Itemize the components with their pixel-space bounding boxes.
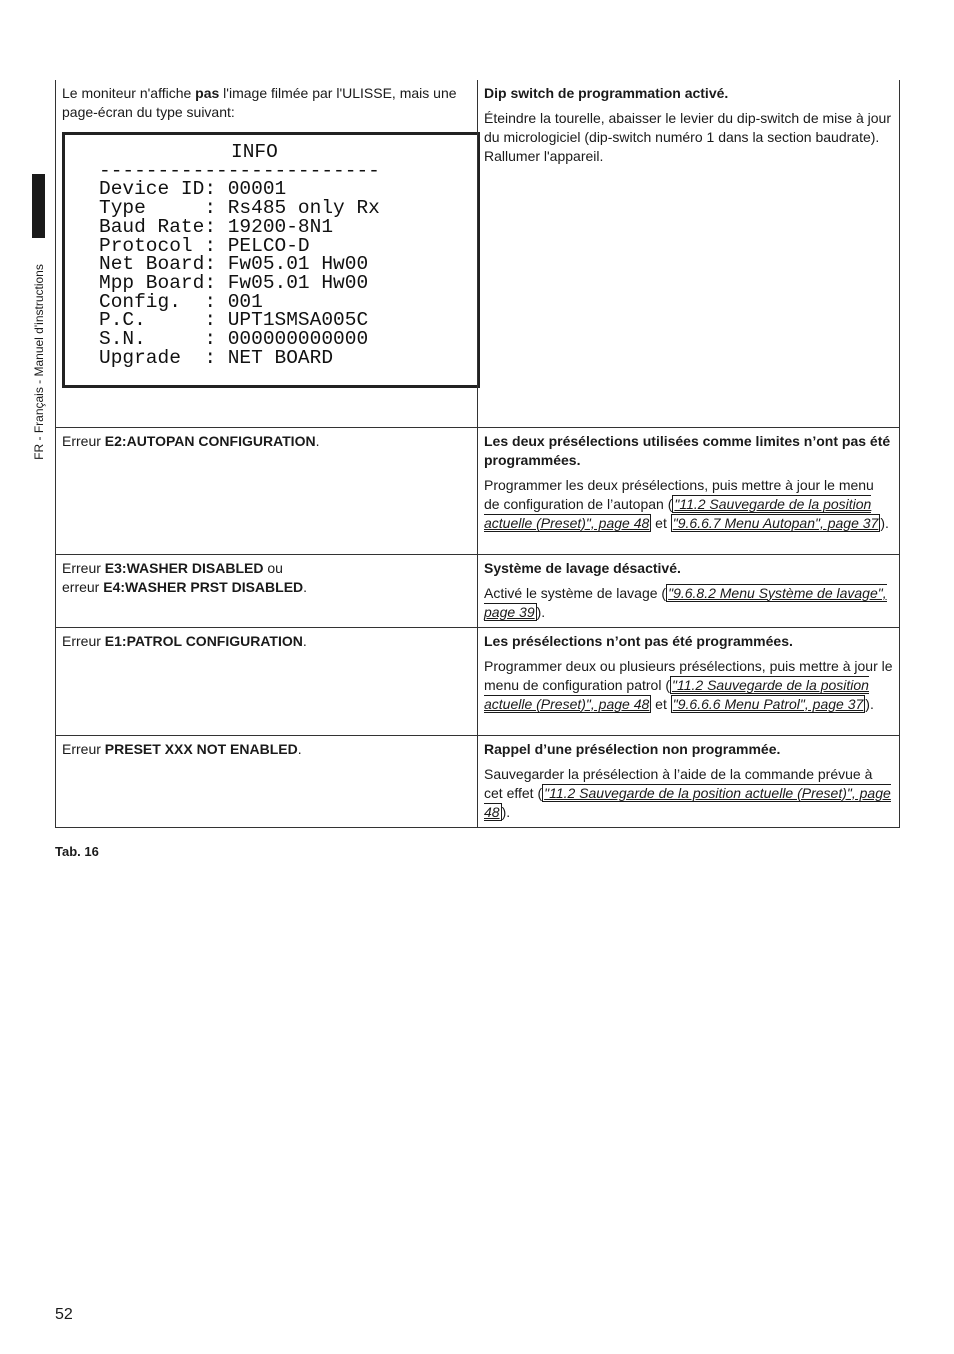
section-marker-bar xyxy=(32,174,45,238)
screen-line: Config. : 001 xyxy=(99,290,263,313)
screen-line: S.N. : 000000000000 xyxy=(99,328,369,351)
screen-line: Upgrade : NET BOARD xyxy=(99,346,334,369)
screen-line: Device ID: 00001 xyxy=(99,178,287,201)
cause-text: Erreur PRESET XXX NOT ENABLED. xyxy=(62,740,302,757)
cross-reference-link[interactable]: "9.6.6.7 Menu Autopan", page 37 xyxy=(672,514,879,531)
cause-cell xyxy=(56,627,478,735)
cause-cell xyxy=(56,427,478,554)
table-row xyxy=(56,627,900,735)
table-row xyxy=(56,554,900,627)
solution-text: Programmer les deux présélections, puis mettre à jour le menu de configuration de l’autopan ( "11.2 Sauvegarde de la position actuelle (Preset)", page 48 et "9.6.6.7 Menu Autopan", page 37 ). xyxy=(484,476,889,531)
cause-text: Le moniteur n'affiche pas l'image filmée par l'ULISSE, mais une page-écran du type suivant: xyxy=(62,85,457,120)
cause-text: Erreur E2:AUTOPAN CONFIGURATION. xyxy=(62,432,320,449)
solution-text: Sauvegarder la présélection à l’aide de la commande prévue à cet effet ( "11.2 Sauvegarde de la position actuelle (Preset)", page 48 ). xyxy=(484,765,891,820)
cause-text: Erreur E3:WASHER DISABLED ou erreur E4:WASHER PRST DISABLED. xyxy=(62,559,308,595)
solution-cell xyxy=(478,554,900,627)
solution-cell xyxy=(478,427,900,554)
solution-text: Éteindre la tourelle, abaisser le levier du dip-switch de mise à jour du micrologiciel (dip-switch numéro 1 dans la section baudrate). Rallumer l'appareil. xyxy=(484,110,891,164)
cause-cell xyxy=(56,80,478,427)
solution-title: Les présélections n’ont pas été programmées. xyxy=(484,632,793,649)
solution-text: Programmer deux ou plusieurs présélections, puis mettre à jour le menu de configuration patrol ( "11.2 Sauvegarde de la position actuelle (Preset)", page 48 et "9.6.6.6 Menu Patrol", page 37 ). xyxy=(484,657,893,712)
cause-text: Erreur E1:PATROL CONFIGURATION. xyxy=(62,632,307,649)
solution-cell xyxy=(478,627,900,735)
screen-line: Protocol : PELCO-D xyxy=(99,234,310,257)
monitor-info-screen xyxy=(62,132,480,388)
table-row xyxy=(56,80,900,427)
screen-line: Net Board: Fw05.01 Hw00 xyxy=(99,253,369,276)
screen-separator: ------------------------ xyxy=(99,159,380,182)
solution-title: Dip switch de programmation activé. xyxy=(484,85,729,101)
screen-line: P.C. : UPT1SMSA005C xyxy=(99,309,369,332)
table-caption: Tab. 16 xyxy=(55,844,99,859)
page-number: 52 xyxy=(55,1306,73,1323)
screen-line: Baud Rate: 19200-8N1 xyxy=(99,215,334,238)
cross-reference-link[interactable]: "11.2 Sauvegarde de la position actuelle (Preset)", page 48 xyxy=(484,495,872,531)
solution-title: Système de lavage désactivé. xyxy=(484,559,681,576)
cross-reference-link[interactable]: "11.2 Sauvegarde de la position actuelle (Preset)", page 48 xyxy=(484,676,869,712)
table-row xyxy=(56,735,900,827)
troubleshooting-table xyxy=(55,80,900,828)
screen-line: Type : Rs485 only Rx xyxy=(99,197,380,220)
solution-title: Rappel d’une présélection non programmée. xyxy=(484,740,781,757)
solution-cell xyxy=(478,80,900,427)
solution-title: Les deux présélections utilisées comme limites n’ont pas été programmées. xyxy=(484,432,891,468)
cause-cell xyxy=(56,554,478,627)
cross-reference-link[interactable]: "9.6.8.2 Menu Système de lavage", page 39 xyxy=(484,584,887,620)
solution-text: Activé le système de lavage ( "9.6.8.2 Menu Système de lavage", page 39 ). xyxy=(484,584,887,620)
cross-reference-link[interactable]: "9.6.6.6 Menu Patrol", page 37 xyxy=(672,695,864,712)
screen-line: Mpp Board: Fw05.01 Hw00 xyxy=(99,271,369,294)
table-row xyxy=(56,427,900,554)
solution-cell xyxy=(478,735,900,827)
cause-cell xyxy=(56,735,478,827)
screen-title: INFO xyxy=(231,141,278,163)
cross-reference-link[interactable]: "11.2 Sauvegarde de la position actuelle (Preset)", page 48 xyxy=(484,784,891,820)
